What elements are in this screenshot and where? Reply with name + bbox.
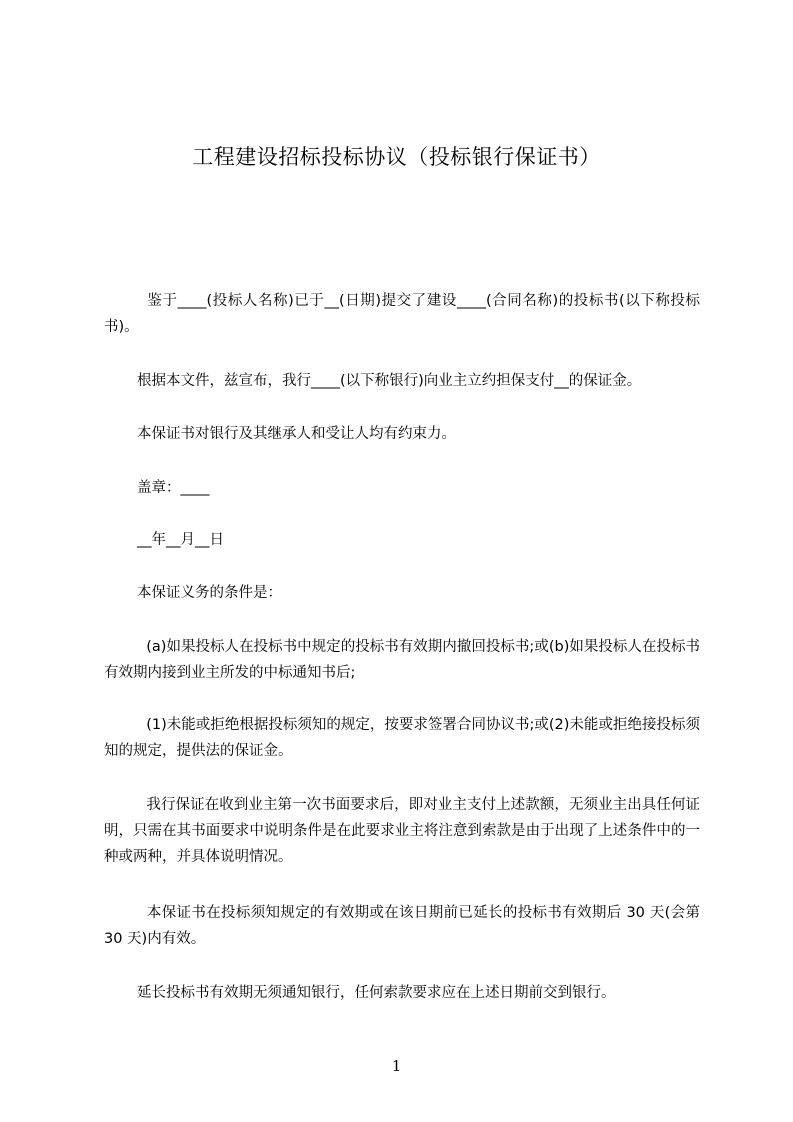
paragraph-declaration: 根据本文件，兹宣布，我行____(以下称银行)向业主立约担保支付__的保证金。 (137, 373, 642, 389)
paragraph-whereas: 鉴于____(投标人名称)已于__(日期)提交了建设____(合同名称)的投标书(以下称投标书)。 (104, 293, 700, 335)
paragraph-condition-1-2: (1)未能或拒绝根据投标须知的规定，按要求签署合同协议书;或(2)未能或拒绝接投标须知的规定，提供法的保证金。 (104, 717, 700, 759)
paragraph-conditions-heading: 本保证义务的条件是： (137, 585, 282, 601)
paragraph-extension: 延长投标书有效期无须通知银行，任何索款要求应在上述日期前交到银行。 (137, 985, 616, 1001)
paragraph-condition-a-b: (a)如果投标人在投标书中规定的投标书有效期内撤回投标书;或(b)如果投标人在投标书有效期内接到业主所发的中标通知书后; (104, 639, 701, 681)
paragraph-binding: 本保证书对银行及其继承人和受让人均有约束力。 (137, 426, 456, 442)
paragraph-seal: 盖章：____ (137, 480, 210, 496)
document-title: 工程建设招标投标协议（投标银行保证书） (192, 145, 601, 169)
paragraph-guarantee-payment: 我行保证在收到业主第一次书面要求后，即对业主支付上述款额，无须业主出具任何证明，只需在其书面要求中说明条件是在此要求业主将注意到索款是由于出现了上述条件中的一种或两种，并具体说明情况。 (104, 797, 701, 865)
paragraph-validity: 本保证书在投标须知规定的有效期或在该日期前已延长的投标书有效期后 30 天(会第 30 天)内有效。 (104, 905, 705, 947)
page-number: 1 (391, 1057, 402, 1075)
paragraph-date: __年__月__日 (137, 532, 224, 548)
